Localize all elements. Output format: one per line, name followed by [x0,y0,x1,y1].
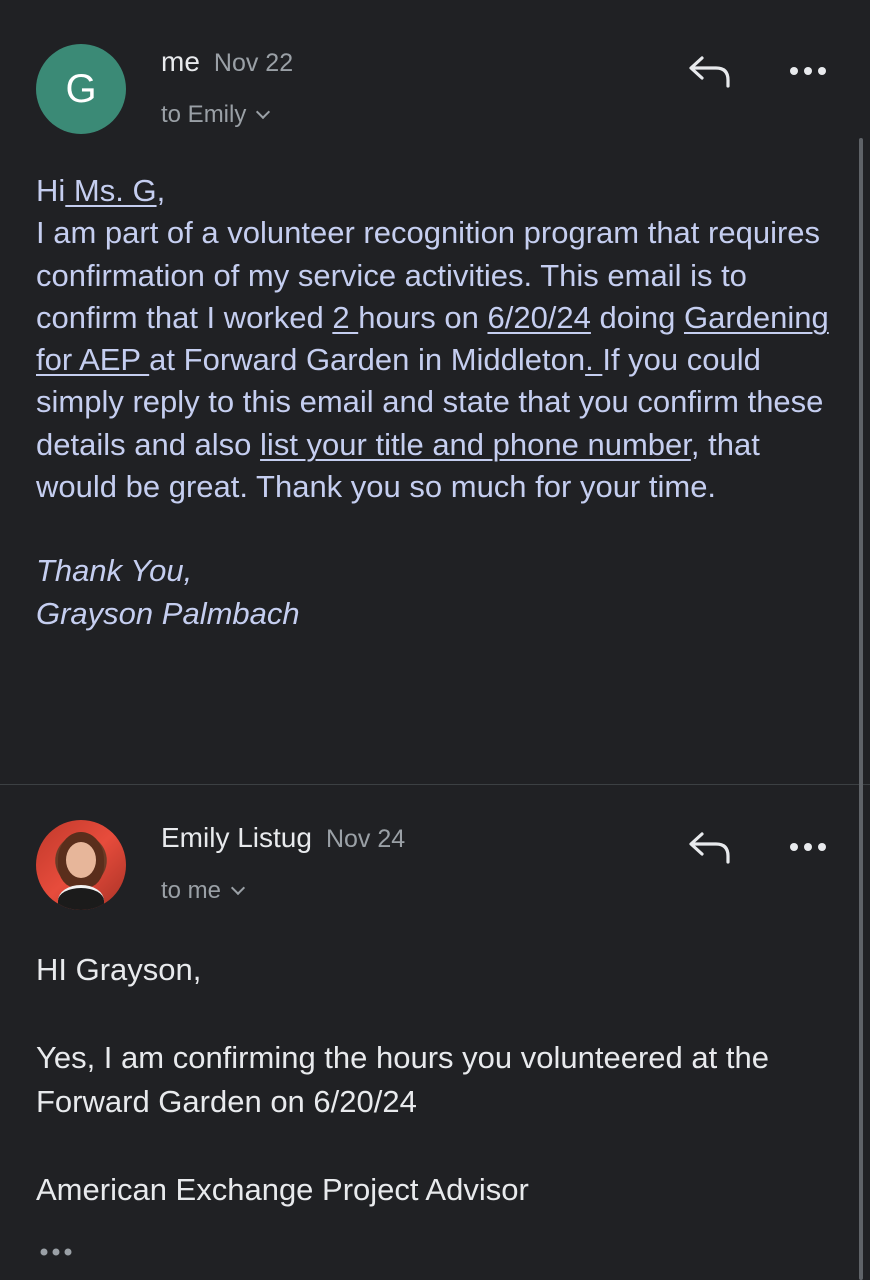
message-body [36,948,836,1212]
sender-row [161,822,405,854]
blank-line [36,508,836,550]
blank-line [36,992,836,1036]
location-field-end: . [585,342,603,378]
date-field: 6/20/24 [487,299,591,335]
scrollbar[interactable] [859,138,863,1280]
recipient-label: to me [161,877,222,904]
body-text: at Forward Garden in Middleton [149,342,586,378]
body-text: hours on [358,299,488,335]
more-options-icon[interactable] [788,64,828,78]
sender-name: me [161,46,200,77]
recipient-label: to Emily [161,101,247,128]
message-divider [0,784,870,785]
show-trimmed-content-icon[interactable] [38,1245,78,1259]
more-options-icon[interactable] [788,840,828,854]
chevron-down-icon [256,105,270,119]
chevron-down-icon [231,881,245,895]
body-text: , that would be great. Thank you so much for your time. [36,426,760,505]
sender-name: Emily Listug [161,822,312,853]
reply-icon[interactable] [688,830,732,866]
recipient-toggle[interactable] [161,877,243,905]
activity-field: Gardening for AEP [36,299,829,378]
greeting-comma: , [156,173,166,208]
body-paragraph: Yes, I am confirming the hours you volunteered at the Forward Garden on 6/20/24 [36,1040,769,1119]
message-date: Nov 22 [213,49,294,77]
avatar[interactable] [36,44,126,134]
reply-icon[interactable] [688,54,732,90]
greeting-line: HI Grayson, [36,952,202,987]
message-body [36,170,836,635]
body-text: If you could simply reply to this email and state that you confirm these details and also [36,342,824,462]
body-paragraph [36,212,836,508]
blank-line [36,1124,836,1168]
body-text: doing [590,299,684,335]
avatar[interactable] [36,820,126,910]
greeting-line [36,170,836,212]
body-text: I am part of a volunteer recognition program that requires confirmation of my service activities. This email is to confirm that I worked [36,215,821,335]
request-field: list your title and phone number [260,426,691,462]
avatar-shirt [58,885,104,910]
sender-row [161,46,293,78]
avatar-letter: G [65,66,97,111]
message-date: Nov 24 [325,825,406,853]
title-line: American Exchange Project Advisor [36,1172,529,1207]
avatar-face [66,842,96,878]
signature: Grayson Palmbach [36,595,300,631]
hours-field: 2 [332,299,359,335]
sign-off: Thank You, [36,553,193,589]
recipient-toggle[interactable] [161,101,268,129]
greeting-text: Hi [36,173,66,208]
recipient-name-field: Ms. G [65,173,157,208]
